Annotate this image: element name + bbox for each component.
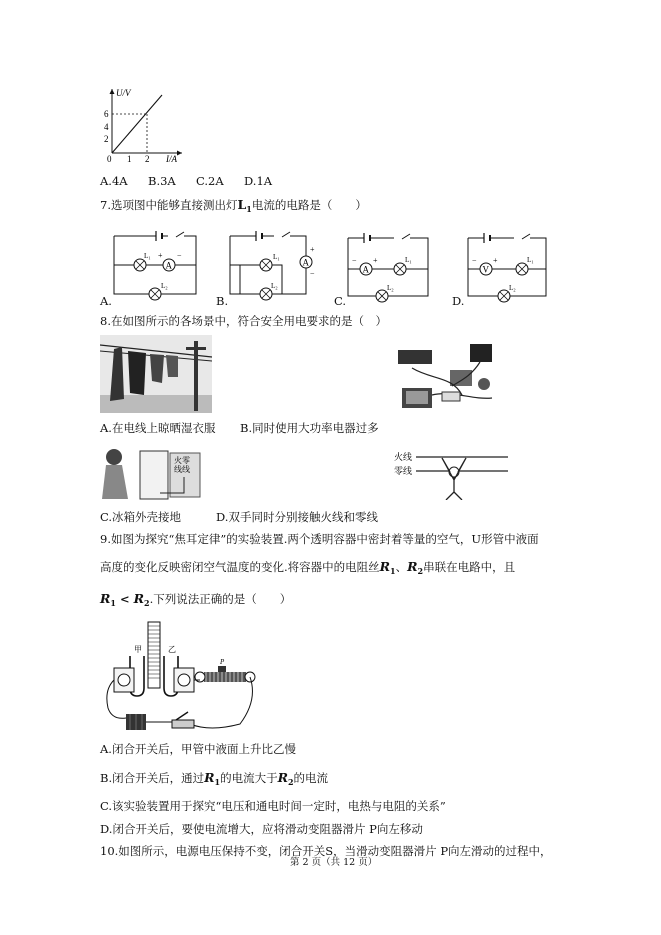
svg-text:甲: 甲 <box>134 645 142 654</box>
svg-text:+: + <box>493 256 498 265</box>
utility-pole-icon <box>194 341 198 411</box>
circuit-b <box>224 230 319 302</box>
q9-option-d: D.闭合开关后，要使电流增大，应将滑动变阻器滑片 P向左移动 <box>100 822 423 836</box>
svg-text:L₂: L₂ <box>509 284 516 292</box>
x-axis-arrow <box>177 151 182 156</box>
q9-option-a: A.闭合开关后，甲管中液面上升比乙慢 <box>100 742 296 756</box>
circuit-a <box>108 230 203 302</box>
svg-text:L₁: L₁ <box>273 253 280 261</box>
svg-text:−: − <box>310 269 315 278</box>
q7-label-d: D. <box>452 294 465 308</box>
q6-option-a: A.4A <box>100 174 128 188</box>
svg-text:P: P <box>220 658 225 666</box>
x-tick-1: 1 <box>127 154 132 163</box>
joule-law-apparatus <box>100 620 260 738</box>
photo-touching-wires <box>392 450 510 500</box>
circuit-d <box>462 232 557 304</box>
page-footer: 第 2 页（共 12 页） <box>290 857 378 868</box>
y-axis-arrow <box>110 89 115 94</box>
q7-stem: 7.选项图中能够直接测出灯$L_1$电流的电路是（ ） <box>100 197 367 215</box>
q9-option-c: C.该实验装置用于探究“电压和通电时间一定时，电热与电阻的关系” <box>100 799 446 813</box>
svg-text:线线: 线线 <box>174 465 190 474</box>
svg-text:火线: 火线 <box>394 452 413 462</box>
q9-option-b: B.闭合开关后，通过$R_1$的电流大于$R_2$的电流 <box>100 770 329 788</box>
svg-text:A: A <box>165 260 172 271</box>
photo-fridge-grounding <box>100 443 204 503</box>
y-tick-4: 4 <box>104 122 109 132</box>
person-icon <box>449 467 459 477</box>
svg-text:−: − <box>177 251 182 260</box>
svg-text:乙: 乙 <box>168 645 176 654</box>
q8-option-a: A.在电线上晾晒湿衣服 <box>100 421 216 435</box>
q6-option-b: B.3A <box>148 174 176 188</box>
y-tick-6: 6 <box>104 109 109 119</box>
svg-text:L₁: L₁ <box>527 256 534 264</box>
svg-text:L₂: L₂ <box>387 284 394 292</box>
q7-label-c: C. <box>334 294 347 308</box>
svg-text:A: A <box>362 264 369 275</box>
svg-text:−: − <box>352 256 357 265</box>
x-tick-2: 2 <box>145 154 150 163</box>
svg-text:+: + <box>158 251 163 260</box>
q9-stem-line1: 9.如图为探究“焦耳定律”的实验装置.两个透明容器中密封着等量的空气，U形管中液面 <box>100 532 539 546</box>
q10-stem: 10.如图所示，电源电压保持不变，闭合开关S，当滑动变阻器滑片 P向左滑动的过程中， <box>100 844 552 858</box>
q8-stem: 8.在如图所示的各场景中，符合安全用电要求的是（ ） <box>100 314 387 328</box>
svg-text:+: + <box>310 245 315 254</box>
fridge-icon <box>140 451 168 499</box>
y-axis-label: U/V <box>116 88 131 98</box>
svg-text:−: − <box>472 256 477 265</box>
q7-label-b: B. <box>216 294 229 308</box>
circuit-c <box>342 232 437 304</box>
appliance-icon <box>398 350 432 364</box>
svg-text:+: + <box>373 256 378 265</box>
y-tick-2: 2 <box>104 134 109 144</box>
svg-text:L₁: L₁ <box>405 256 412 264</box>
q7-label-a: A. <box>100 294 112 308</box>
q8-option-d: D.双手同时分别接触火线和零线 <box>216 510 378 524</box>
u-i-graph <box>96 85 186 163</box>
graph-line <box>112 95 162 153</box>
q9-condition: $R_1 < R_2$.下列说法正确的是（ ） <box>100 591 292 609</box>
svg-text:V: V <box>482 264 489 275</box>
svg-text:L₂: L₂ <box>271 282 278 290</box>
svg-text:A: A <box>302 257 309 268</box>
svg-text:L₂: L₂ <box>161 282 168 290</box>
q6-option-c: C.2A <box>196 174 224 188</box>
photo-many-appliances <box>392 340 510 415</box>
svg-text:火零: 火零 <box>174 456 190 465</box>
switch-icon <box>172 720 194 728</box>
photo-clothes-on-wire <box>100 335 212 413</box>
x-axis-label: I/A <box>166 154 177 163</box>
q8-option-b: B.同时使用大功率电器过多 <box>240 421 379 435</box>
q9-stem-line2: 高度的变化反映密闭空气温度的变化.将容器中的电阻丝$R_1$、$R_2$串联在电路中，且 <box>100 559 516 577</box>
person-icon <box>106 449 122 465</box>
q8-option-c: C.冰箱外壳接地 <box>100 510 182 524</box>
x-tick-0: 0 <box>107 154 112 163</box>
q6-option-d: D.1A <box>244 174 273 188</box>
svg-text:L₁: L₁ <box>144 252 151 260</box>
svg-text:零线: 零线 <box>394 466 413 476</box>
